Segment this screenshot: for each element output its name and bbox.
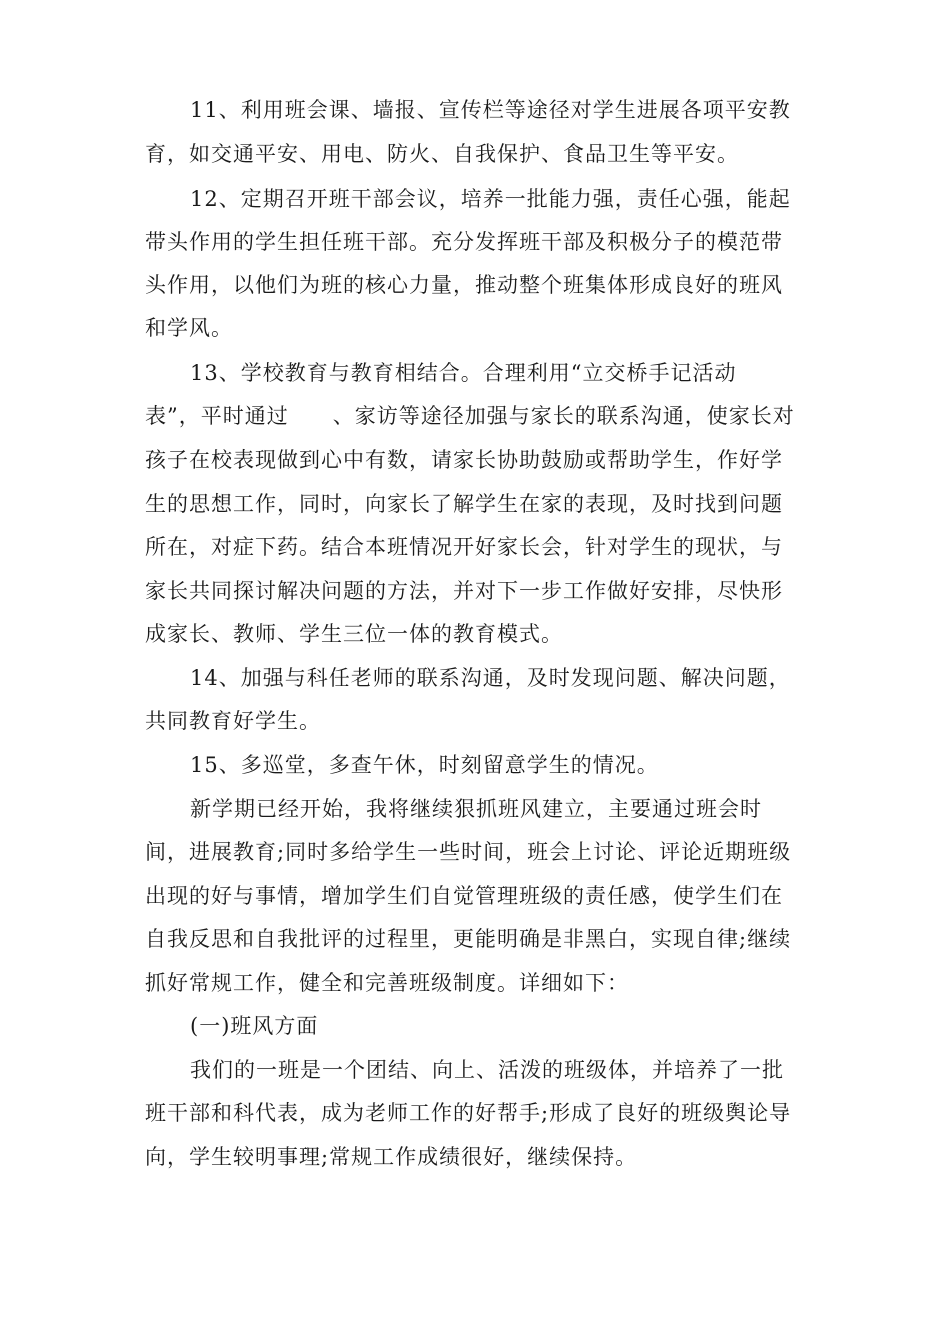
text-line: 自我反思和自我批评的过程里，更能明确是非黑白，实现自律;继续 <box>145 927 792 951</box>
text-line: 12、定期召开班干部会议，培养一批能力强，责任心强，能起 <box>190 187 791 211</box>
text-line: 所在，对症下药。结合本班情况开好家长会，针对学生的现状，与 <box>145 535 783 559</box>
text-line: 出现的好与事情，增加学生们自觉管理班级的责任感，使学生们在 <box>145 884 783 908</box>
text-line: 生的思想工作，同时，向家长了解学生在家的表现，及时找到问题 <box>145 492 783 516</box>
text-line: 育，如交通平安、用电、防火、自我保护、食品卫生等平安。 <box>145 142 739 166</box>
text-line: 表”，平时通过 、家访等途径加强与家长的联系沟通，使家长对 <box>145 404 795 428</box>
text-line: 向，学生较明事理;常规工作成绩很好，继续保持。 <box>145 1145 638 1169</box>
section-heading: (一)班风方面 <box>190 1014 319 1038</box>
text-line: 间，进展教育;同时多给学生一些时间，班会上讨论、评论近期班级 <box>145 840 792 864</box>
text-line: 14、加强与科任老师的联系沟通，及时发现问题、解决问题， <box>190 666 791 690</box>
text-line: 我们的一班是一个团结、向上、活泼的班级体，并培养了一批 <box>190 1058 784 1082</box>
text-line: 抓好常规工作，健全和完善班级制度。详细如下： <box>145 971 629 995</box>
text-line: 共同教育好学生。 <box>145 709 321 733</box>
text-line: 15、多巡堂，多查午休，时刻留意学生的情况。 <box>190 753 659 777</box>
text-line: 11、利用班会课、墙报、宣传栏等途径对学生进展各项平安教 <box>190 98 791 122</box>
text-line: 带头作用的学生担任班干部。充分发挥班干部及积极分子的模范带 <box>145 230 783 254</box>
text-line: 13、学校教育与教育相结合。合理利用“立交桥手记活动 <box>190 361 737 385</box>
text-line: 头作用，以他们为班的核心力量，推动整个班集体形成良好的班风 <box>145 273 783 297</box>
text-line: 孩子在校表现做到心中有数，请家长协助鼓励或帮助学生，作好学 <box>145 448 783 472</box>
text-line: 班干部和科代表，成为老师工作的好帮手;形成了良好的班级舆论导 <box>145 1101 792 1125</box>
text-line: 和学风。 <box>145 316 233 340</box>
text-line: 新学期已经开始，我将继续狠抓班风建立，主要通过班会时 <box>190 797 762 821</box>
text-line: 成家长、教师、学生三位一体的教育模式。 <box>145 622 563 646</box>
text-line: 家长共同探讨解决问题的方法，并对下一步工作做好安排，尽快形 <box>145 579 783 603</box>
